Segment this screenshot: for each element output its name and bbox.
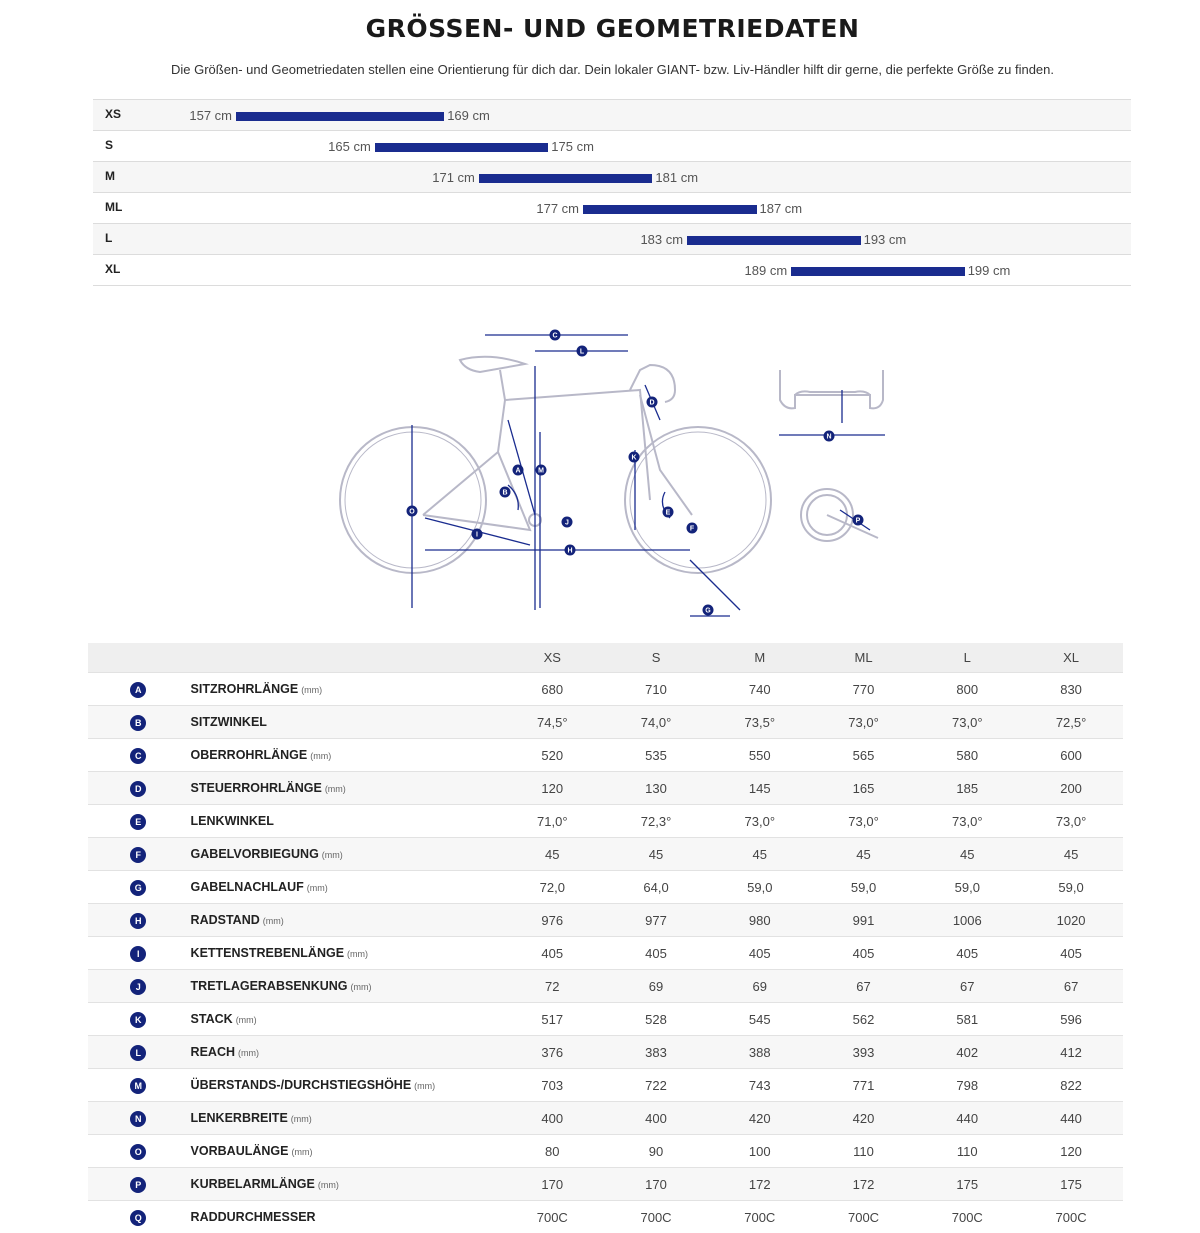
row-label: RADDURCHMESSER (191, 1210, 316, 1224)
table-cell-value: 72,5° (1019, 706, 1123, 739)
table-cell-value: 771 (812, 1069, 916, 1102)
row-unit: (mm) (325, 784, 346, 794)
row-label: KETTENSTREBENLÄNGE (191, 946, 344, 960)
size-label: XL (105, 262, 120, 276)
row-letter-cell (88, 1168, 189, 1201)
table-cell-value: 73,0° (915, 706, 1019, 739)
svg-text:P: P (856, 518, 861, 525)
size-range-bar (687, 236, 861, 245)
header-blank (189, 643, 501, 673)
diagram-marker-d (647, 397, 658, 408)
table-cell-value: 703 (500, 1069, 604, 1102)
table-cell-value: 535 (604, 739, 708, 772)
row-label-cell (189, 1036, 501, 1069)
svg-text:D: D (649, 400, 654, 407)
row-letter-cell (88, 1036, 189, 1069)
svg-text:K: K (631, 455, 636, 462)
size-label: S (105, 138, 113, 152)
table-row (88, 1003, 1123, 1036)
svg-text:G: G (705, 608, 711, 615)
table-row (88, 1168, 1123, 1201)
letter-badge: H (130, 913, 146, 929)
row-unit: (mm) (347, 949, 368, 959)
table-cell-value: 59,0 (812, 871, 916, 904)
table-row (88, 937, 1123, 970)
table-cell-value: 170 (604, 1168, 708, 1201)
table-cell-value: 59,0 (708, 871, 812, 904)
size-range-bar (236, 112, 444, 121)
front-wheel (625, 427, 771, 573)
diagram-marker-l (577, 346, 588, 357)
table-cell-value: 165 (812, 772, 916, 805)
table-row (88, 772, 1123, 805)
table-cell-value: 400 (604, 1102, 708, 1135)
svg-text:O: O (409, 509, 415, 516)
table-cell-value: 400 (500, 1102, 604, 1135)
table-cell-value: 440 (915, 1102, 1019, 1135)
row-letter-cell (88, 937, 189, 970)
size-range-row (93, 99, 1131, 130)
row-label-cell (189, 805, 501, 838)
table-cell-value: 440 (1019, 1102, 1123, 1135)
table-cell-value: 405 (708, 937, 812, 970)
row-label: GABELNACHLAUF (191, 880, 304, 894)
table-cell-value: 175 (915, 1168, 1019, 1201)
row-label-cell (189, 1069, 501, 1102)
size-range-max: 199 cm (968, 263, 1011, 278)
size-label: L (105, 231, 112, 245)
table-row (88, 1201, 1123, 1233)
table-cell-value: 800 (915, 673, 1019, 706)
table-cell-value: 722 (604, 1069, 708, 1102)
table-cell-value: 405 (500, 937, 604, 970)
table-cell-value: 172 (708, 1168, 812, 1201)
size-range-min: 165 cm (291, 139, 371, 154)
table-cell-value: 67 (812, 970, 916, 1003)
table-cell-value: 700C (708, 1201, 812, 1233)
letter-badge: L (130, 1045, 146, 1061)
size-range-min: 183 cm (603, 232, 683, 247)
row-label-cell (189, 937, 501, 970)
table-row (88, 1069, 1123, 1102)
size-label: ML (105, 200, 122, 214)
column-header-ml: ML (812, 643, 916, 673)
row-label: STACK (191, 1012, 233, 1026)
diagram-marker-c (550, 330, 561, 341)
row-label-cell (189, 1201, 501, 1233)
table-cell-value: 405 (915, 937, 1019, 970)
row-label: RADSTAND (191, 913, 260, 927)
row-unit: (mm) (307, 883, 328, 893)
row-label: STEUERROHRLÄNGE (191, 781, 322, 795)
table-cell-value: 798 (915, 1069, 1019, 1102)
table-cell-value: 200 (1019, 772, 1123, 805)
table-cell-value: 1020 (1019, 904, 1123, 937)
table-cell-value: 520 (500, 739, 604, 772)
fork (640, 395, 692, 515)
row-unit: (mm) (318, 1180, 339, 1190)
row-unit: (mm) (301, 685, 322, 695)
size-range-row (93, 130, 1131, 161)
row-letter-cell (88, 904, 189, 937)
table-cell-value: 596 (1019, 1003, 1123, 1036)
size-range-min: 189 cm (707, 263, 787, 278)
column-header-l: L (915, 643, 1019, 673)
row-label: OBERROHRLÄNGE (191, 748, 308, 762)
table-cell-value: 90 (604, 1135, 708, 1168)
table-cell-value: 45 (1019, 838, 1123, 871)
row-letter-cell (88, 706, 189, 739)
table-cell-value: 376 (500, 1036, 604, 1069)
crankset-drawing (801, 489, 878, 541)
table-cell-value: 73,0° (812, 706, 916, 739)
size-range-max: 169 cm (447, 108, 490, 123)
row-unit: (mm) (236, 1015, 257, 1025)
column-header-m: M (708, 643, 812, 673)
table-cell-value: 73,5° (708, 706, 812, 739)
table-cell-value: 980 (708, 904, 812, 937)
table-cell-value: 120 (500, 772, 604, 805)
table-cell-value: 545 (708, 1003, 812, 1036)
table-cell-value: 700C (604, 1201, 708, 1233)
size-range-bar (583, 205, 757, 214)
size-range-bar (479, 174, 653, 183)
table-cell-value: 393 (812, 1036, 916, 1069)
size-range-bar (375, 143, 549, 152)
table-cell-value: 581 (915, 1003, 1019, 1036)
row-label-cell (189, 871, 501, 904)
row-label-cell (189, 904, 501, 937)
table-cell-value: 420 (708, 1102, 812, 1135)
row-label: TRETLAGERABSENKUNG (191, 979, 348, 993)
table-cell-value: 73,0° (1019, 805, 1123, 838)
table-cell-value: 830 (1019, 673, 1123, 706)
handlebar-front-view (780, 370, 883, 408)
table-cell-value: 976 (500, 904, 604, 937)
table-cell-value: 600 (1019, 739, 1123, 772)
svg-text:H: H (567, 548, 572, 555)
svg-text:B: B (502, 490, 507, 497)
size-range-bar (791, 267, 965, 276)
table-row (88, 1135, 1123, 1168)
column-header-xs: XS (500, 643, 604, 673)
table-cell-value: 73,0° (708, 805, 812, 838)
letter-badge: J (130, 979, 146, 995)
table-cell-value: 170 (500, 1168, 604, 1201)
table-cell-value: 565 (812, 739, 916, 772)
table-cell-value: 528 (604, 1003, 708, 1036)
table-cell-value: 405 (812, 937, 916, 970)
row-unit: (mm) (263, 916, 284, 926)
size-range-table (93, 99, 1131, 286)
table-cell-value: 80 (500, 1135, 604, 1168)
letter-badge: P (130, 1177, 146, 1193)
size-range-min: 171 cm (395, 170, 475, 185)
size-range-row (93, 161, 1131, 192)
row-label-cell (189, 1102, 501, 1135)
svg-text:N: N (826, 434, 831, 441)
size-range-max: 181 cm (655, 170, 698, 185)
row-label: KURBELARMLÄNGE (191, 1177, 315, 1191)
table-cell-value: 172 (812, 1168, 916, 1201)
row-unit: (mm) (238, 1048, 259, 1058)
size-range-row (93, 254, 1131, 286)
diagram-marker-g (703, 605, 714, 616)
table-cell-value: 562 (812, 1003, 916, 1036)
column-header-s: S (604, 643, 708, 673)
table-cell-value: 175 (1019, 1168, 1123, 1201)
table-cell-value: 45 (708, 838, 812, 871)
table-cell-value: 1006 (915, 904, 1019, 937)
table-cell-value: 517 (500, 1003, 604, 1036)
diagram-marker-m (536, 465, 547, 476)
letter-badge: Q (130, 1210, 146, 1226)
table-cell-value: 991 (812, 904, 916, 937)
table-cell-value: 72 (500, 970, 604, 1003)
letter-badge: I (130, 946, 146, 962)
table-cell-value: 64,0 (604, 871, 708, 904)
row-letter-cell (88, 673, 189, 706)
table-cell-value: 388 (708, 1036, 812, 1069)
diagram-marker-e (663, 507, 674, 518)
table-cell-value: 74,0° (604, 706, 708, 739)
letter-badge: O (130, 1144, 146, 1160)
svg-text:J: J (565, 520, 569, 527)
svg-text:M: M (538, 468, 544, 475)
row-label: SITZWINKEL (191, 715, 267, 729)
letter-badge: E (130, 814, 146, 830)
column-header-xl: XL (1019, 643, 1123, 673)
table-cell-value: 73,0° (812, 805, 916, 838)
diagram-marker-o (407, 506, 418, 517)
row-letter-cell (88, 1201, 189, 1233)
letter-badge: D (130, 781, 146, 797)
table-cell-value: 700C (915, 1201, 1019, 1233)
row-unit: (mm) (310, 751, 331, 761)
table-cell-value: 67 (915, 970, 1019, 1003)
table-cell-value: 72,0 (500, 871, 604, 904)
svg-text:L: L (580, 349, 585, 356)
letter-badge: G (130, 880, 146, 896)
row-unit: (mm) (414, 1081, 435, 1091)
diagram-marker-n (824, 431, 835, 442)
table-cell-value: 72,3° (604, 805, 708, 838)
table-cell-value: 680 (500, 673, 604, 706)
bike-geometry-diagram (330, 320, 900, 620)
table-row (88, 1102, 1123, 1135)
table-cell-value: 67 (1019, 970, 1123, 1003)
table-row (88, 1036, 1123, 1069)
size-range-max: 193 cm (864, 232, 907, 247)
row-label-cell (189, 1168, 501, 1201)
size-range-max: 187 cm (760, 201, 803, 216)
handlebar-drawing (630, 365, 675, 402)
page-title: GRÖSSEN- UND GEOMETRIEDATEN (0, 14, 1200, 43)
table-cell-value: 710 (604, 673, 708, 706)
row-letter-cell (88, 1069, 189, 1102)
frame-tubes (423, 390, 650, 515)
table-cell-value: 69 (604, 970, 708, 1003)
row-label: SITZROHRLÄNGE (191, 682, 299, 696)
size-range-row (93, 192, 1131, 223)
table-cell-value: 185 (915, 772, 1019, 805)
row-label: GABELVORBIEGUNG (191, 847, 319, 861)
row-letter-cell (88, 772, 189, 805)
letter-badge: A (130, 682, 146, 698)
row-unit: (mm) (291, 1114, 312, 1124)
table-cell-value: 59,0 (1019, 871, 1123, 904)
size-range-max: 175 cm (551, 139, 594, 154)
table-cell-value: 45 (812, 838, 916, 871)
table-cell-value: 405 (1019, 937, 1123, 970)
row-label-cell (189, 673, 501, 706)
table-cell-value: 770 (812, 673, 916, 706)
row-label: LENKERBREITE (191, 1111, 288, 1125)
table-cell-value: 73,0° (915, 805, 1019, 838)
geometry-table (88, 643, 1123, 1233)
table-cell-value: 145 (708, 772, 812, 805)
size-label: M (105, 169, 115, 183)
table-row (88, 838, 1123, 871)
table-row (88, 706, 1123, 739)
row-label: LENKWINKEL (191, 814, 274, 828)
row-label-cell (189, 838, 501, 871)
table-cell-value: 402 (915, 1036, 1019, 1069)
table-cell-value: 71,0° (500, 805, 604, 838)
rear-wheel (340, 427, 486, 573)
row-letter-cell (88, 1003, 189, 1036)
geometry-table-header (88, 643, 1123, 673)
table-row (88, 739, 1123, 772)
diagram-marker-b (500, 487, 511, 498)
diagram-marker-k (629, 452, 640, 463)
row-unit: (mm) (322, 850, 343, 860)
table-cell-value: 110 (915, 1135, 1019, 1168)
svg-text:F: F (690, 526, 695, 533)
letter-badge: K (130, 1012, 146, 1028)
table-cell-value: 700C (500, 1201, 604, 1233)
table-cell-value: 580 (915, 739, 1019, 772)
table-cell-value: 45 (604, 838, 708, 871)
table-row (88, 871, 1123, 904)
diagram-marker-a (513, 465, 524, 476)
row-unit: (mm) (351, 982, 372, 992)
row-letter-cell (88, 970, 189, 1003)
row-label: REACH (191, 1045, 235, 1059)
table-cell-value: 69 (708, 970, 812, 1003)
row-letter-cell (88, 805, 189, 838)
table-cell-value: 822 (1019, 1069, 1123, 1102)
table-cell-value: 59,0 (915, 871, 1019, 904)
table-cell-value: 743 (708, 1069, 812, 1102)
table-cell-value: 74,5° (500, 706, 604, 739)
table-row (88, 673, 1123, 706)
table-cell-value: 120 (1019, 1135, 1123, 1168)
row-label-cell (189, 970, 501, 1003)
table-cell-value: 412 (1019, 1036, 1123, 1069)
row-label: ÜBERSTANDS-/DURCHSTIEGSHÖHE (191, 1078, 412, 1092)
diagram-marker-h (565, 545, 576, 556)
table-cell-value: 740 (708, 673, 812, 706)
table-cell-value: 977 (604, 904, 708, 937)
row-letter-cell (88, 838, 189, 871)
table-cell-value: 700C (812, 1201, 916, 1233)
table-cell-value: 420 (812, 1102, 916, 1135)
row-label-cell (189, 1135, 501, 1168)
diagram-marker-j (562, 517, 573, 528)
header-blank (88, 643, 189, 673)
table-cell-value: 100 (708, 1135, 812, 1168)
svg-text:C: C (552, 333, 557, 340)
table-row (88, 904, 1123, 937)
row-unit: (mm) (291, 1147, 312, 1157)
row-label-cell (189, 1003, 501, 1036)
letter-badge: F (130, 847, 146, 863)
table-cell-value: 45 (915, 838, 1019, 871)
size-range-min: 157 cm (152, 108, 232, 123)
row-label-cell (189, 772, 501, 805)
table-cell-value: 45 (500, 838, 604, 871)
table-cell-value: 110 (812, 1135, 916, 1168)
letter-badge: C (130, 748, 146, 764)
row-letter-cell (88, 871, 189, 904)
table-row (88, 970, 1123, 1003)
saddle (460, 357, 525, 372)
letter-badge: N (130, 1111, 146, 1127)
table-cell-value: 405 (604, 937, 708, 970)
row-label-cell (189, 739, 501, 772)
letter-badge: M (130, 1078, 146, 1094)
row-letter-cell (88, 1135, 189, 1168)
table-cell-value: 700C (1019, 1201, 1123, 1233)
row-letter-cell (88, 1102, 189, 1135)
svg-text:A: A (515, 468, 520, 475)
table-cell-value: 130 (604, 772, 708, 805)
row-label: VORBAULÄNGE (191, 1144, 289, 1158)
size-range-row (93, 223, 1131, 254)
letter-badge: B (130, 715, 146, 731)
size-range-min: 177 cm (499, 201, 579, 216)
page-subtitle: Die Größen- und Geometriedaten stellen eine Orientierung für dich dar. Dein lokaler GIANT- bzw. Liv-Händler hilft dir gerne, die perfekte Größe zu finden. (0, 62, 1200, 77)
diagram-marker-p (853, 515, 864, 526)
svg-text:E: E (666, 510, 671, 517)
row-letter-cell (88, 739, 189, 772)
table-cell-value: 550 (708, 739, 812, 772)
row-label-cell (189, 706, 501, 739)
diagram-marker-i (472, 529, 483, 540)
bike-frame-drawing (340, 357, 771, 573)
svg-text:I: I (476, 532, 478, 539)
table-cell-value: 383 (604, 1036, 708, 1069)
table-row (88, 805, 1123, 838)
size-label: XS (105, 107, 121, 121)
diagram-marker-f (687, 523, 698, 534)
